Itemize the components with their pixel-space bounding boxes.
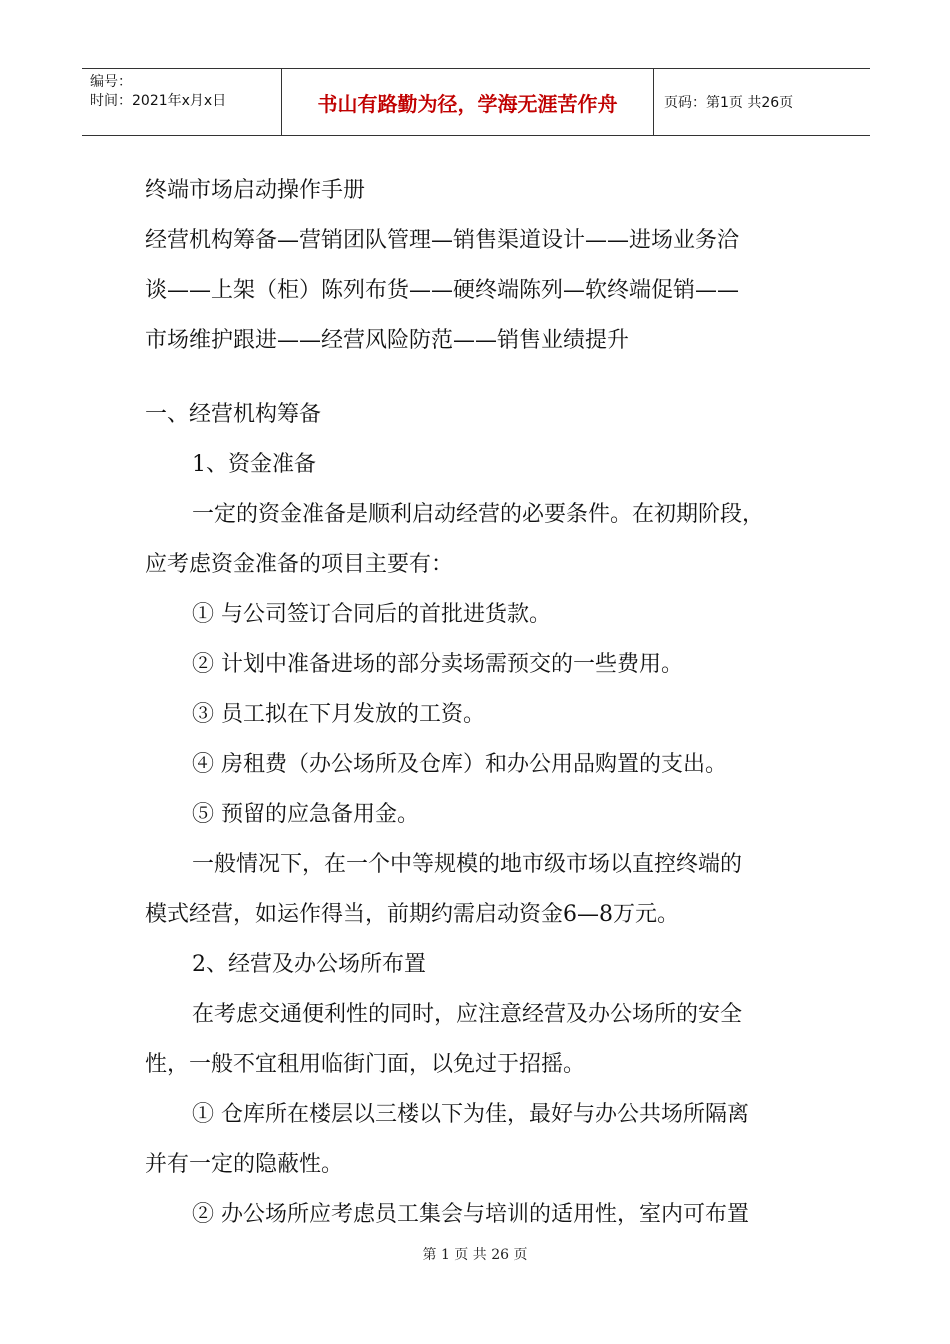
paragraph-line: 一定的资金准备是顺利启动经营的必要条件。在初期阶段， bbox=[192, 502, 765, 527]
list-item: ⑤ 预留的应急备用金。 bbox=[192, 802, 419, 827]
list-item-continuation: 并有一定的隐蔽性。 bbox=[145, 1152, 344, 1177]
paragraph-line: 应考虑资金准备的项目主要有： bbox=[145, 552, 454, 577]
paragraph-line: 在考虑交通便利性的同时，应注意经营及办公场所的安全 bbox=[192, 1002, 743, 1027]
subsection-heading: 1、资金准备 bbox=[192, 452, 316, 477]
flow-line: 市场维护跟进——经营风险防范——销售业绩提升 bbox=[145, 328, 630, 353]
page-footer: 第 1 页 共 26 页 bbox=[422, 1247, 528, 1263]
flow-line: 谈——上架（柜）陈列布货——硬终端陈列—软终端促销—— bbox=[145, 278, 740, 303]
document-body bbox=[145, 166, 810, 1240]
paragraph-line: 一般情况下，在一个中等规模的地市级市场以直控终端的 bbox=[192, 852, 743, 877]
list-item: ④ 房租费（办公场所及仓库）和办公用品购置的支出。 bbox=[192, 752, 727, 777]
list-item: ① 仓库所在楼层以三楼以下为佳，最好与办公共场所隔离 bbox=[192, 1102, 749, 1127]
list-item: ② 办公场所应考虑员工集会与培训的适用性，室内可布置 bbox=[192, 1202, 749, 1227]
section-heading: 一、经营机构筹备 bbox=[145, 402, 322, 427]
header-page-info: 页码：第1页 共26页 bbox=[664, 95, 794, 111]
list-item: ③ 员工拟在下月发放的工资。 bbox=[192, 702, 485, 727]
list-item: ② 计划中准备进场的部分卖场需预交的一些费用。 bbox=[192, 652, 683, 677]
header-motto: 书山有路勤为径，学海无涯苦作舟 bbox=[282, 69, 654, 135]
document-title: 终端市场启动操作手册 bbox=[145, 178, 366, 203]
document-date: 时间：2021年x月x日 bbox=[90, 93, 227, 109]
header-meta bbox=[82, 69, 282, 135]
flow-line: 经营机构筹备—营销团队管理—销售渠道设计——进场业务洽 bbox=[145, 228, 740, 253]
paragraph-line: 模式经营，如运作得当，前期约需启动资金6—8万元。 bbox=[145, 902, 679, 927]
list-item: ① 与公司签订合同后的首批进货款。 bbox=[192, 602, 551, 627]
subsection-heading: 2、经营及办公场所布置 bbox=[192, 952, 426, 977]
document-code-label: 编号： bbox=[90, 74, 132, 90]
page-header bbox=[82, 68, 870, 136]
paragraph-line: 性，一般不宜租用临街门面，以免过于招摇。 bbox=[145, 1052, 586, 1077]
